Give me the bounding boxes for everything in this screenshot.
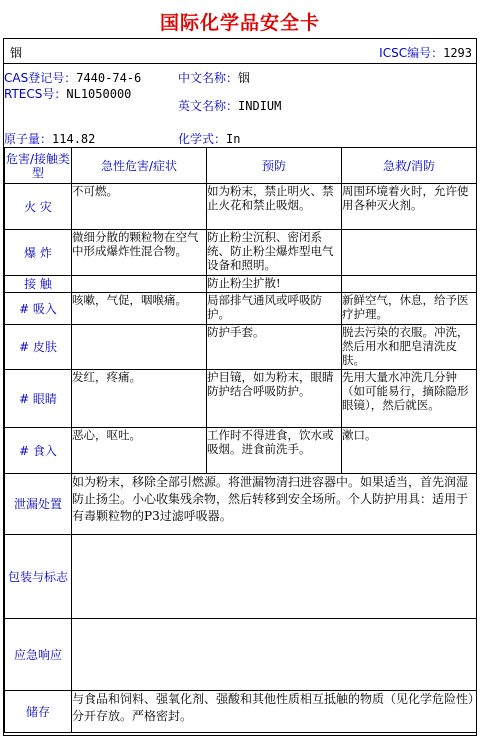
column-header: 急性危害/症状 bbox=[72, 148, 207, 184]
safety-card bbox=[3, 38, 477, 736]
hazard-cell: 发红，疼痛。 bbox=[72, 370, 207, 428]
formula-label: 化学式： bbox=[178, 132, 227, 146]
table-row bbox=[5, 370, 477, 428]
column-header: 预防 bbox=[207, 148, 342, 184]
first-aid-cell bbox=[342, 230, 477, 276]
icsc-value: 1293 bbox=[443, 46, 472, 60]
first-aid-cell bbox=[342, 276, 477, 293]
section-label: 包装与标志 bbox=[5, 535, 72, 619]
cas-value: 7440-74-6 bbox=[76, 71, 142, 85]
cas-label: CAS登记号： bbox=[4, 71, 77, 85]
cn-name-label: 中文名称： bbox=[178, 71, 239, 85]
section-text: 如为粉末，移除全部引燃源。将泄漏物清扫进容器中。如果适当，首先润湿防止扬尘。小心收集残余物，然后转移到安全场所。个人防护用具：适用于有毒颗粒物的P3过滤呼吸器。 bbox=[72, 474, 477, 535]
table-row bbox=[5, 293, 477, 325]
english-name bbox=[178, 97, 281, 114]
hazard-table bbox=[4, 147, 477, 733]
prevention-cell: 工作时不得进食，饮水或吸烟。进食前洗手。 bbox=[207, 428, 342, 474]
column-header: 危害/接触类型 bbox=[5, 148, 72, 184]
header-divider bbox=[4, 63, 476, 64]
en-name-label: 英文名称： bbox=[178, 99, 239, 113]
atomic-weight bbox=[4, 130, 95, 147]
row-label: # 吸入 bbox=[5, 293, 72, 325]
first-aid-cell: 周围环境着火时，允许使用各种灭火剂。 bbox=[342, 184, 477, 230]
section-label: 储存 bbox=[5, 691, 72, 733]
prevention-cell: 护目镜，如为粉末，眼睛防护结合呼吸防护。 bbox=[207, 370, 342, 428]
row-label: 接 触 bbox=[5, 276, 72, 293]
row-label: 火 灾 bbox=[5, 184, 72, 230]
formula-value: In bbox=[226, 132, 241, 146]
mw-value: 114.82 bbox=[52, 132, 96, 146]
substance-name: 铟 bbox=[10, 46, 23, 60]
table-row bbox=[5, 428, 477, 474]
chemical-formula bbox=[178, 130, 240, 147]
prevention-cell: 如为粉末，禁止明火、禁止火花和禁止吸烟。 bbox=[207, 184, 342, 230]
hazard-cell: 咳嗽，气促，咽喉痛。 bbox=[72, 293, 207, 325]
section-text bbox=[72, 535, 477, 619]
en-name-value: INDIUM bbox=[238, 99, 282, 113]
hazard-cell bbox=[72, 276, 207, 293]
prevention-cell: 防护手套。 bbox=[207, 325, 342, 370]
first-aid-cell: 脱去污染的衣服。冲洗，然后用水和肥皂清洗皮肤。 bbox=[342, 325, 477, 370]
first-aid-cell: 先用大量水冲洗几分钟（如可能易行，摘除隐形眼镜），然后就医。 bbox=[342, 370, 477, 428]
row-label: 爆 炸 bbox=[5, 230, 72, 276]
table-row bbox=[5, 184, 477, 230]
section-row-emergency bbox=[5, 619, 477, 691]
hazard-cell bbox=[72, 325, 207, 370]
mw-label: 原子量： bbox=[4, 132, 53, 146]
column-header: 急救/消防 bbox=[342, 148, 477, 184]
chinese-name bbox=[178, 69, 250, 86]
section-text bbox=[72, 619, 477, 691]
rtecs-number bbox=[4, 85, 131, 102]
row-label: # 眼睛 bbox=[5, 370, 72, 428]
first-aid-cell: 漱口。 bbox=[342, 428, 477, 474]
page-title: 国际化学品安全卡 bbox=[159, 12, 320, 34]
table-row bbox=[5, 325, 477, 370]
cn-name-value: 铟 bbox=[238, 71, 251, 85]
table-header-row bbox=[5, 148, 477, 184]
row-label: # 皮肤 bbox=[5, 325, 72, 370]
hazard-cell: 恶心，呕吐。 bbox=[72, 428, 207, 474]
prevention-cell: 局部排气通风或呼吸防护。 bbox=[207, 293, 342, 325]
table-row bbox=[5, 276, 477, 293]
section-text: 与食品和饲料、强氧化剂、强酸和其他性质相互抵触的物质（见化学危险性）分开存放。严格密封。 bbox=[72, 691, 477, 733]
section-row-packaging bbox=[5, 535, 477, 619]
rtecs-value: NL1050000 bbox=[66, 87, 132, 101]
icsc-label: ICSC编号： bbox=[379, 46, 444, 60]
section-row-storage bbox=[5, 691, 477, 733]
row-label: # 食入 bbox=[5, 428, 72, 474]
section-label: 泄漏处置 bbox=[5, 474, 72, 535]
prevention-cell: 防止粉尘沉积、密闭系统、防止粉尘爆炸型电气设备和照明。 bbox=[207, 230, 342, 276]
cas-number bbox=[4, 69, 141, 86]
prevention-cell: 防止粉尘扩散! bbox=[207, 276, 342, 293]
section-row-spill bbox=[5, 474, 477, 535]
hazard-cell: 微细分散的颗粒物在空气中形成爆炸性混合物。 bbox=[72, 230, 207, 276]
section-label: 应急响应 bbox=[5, 619, 72, 691]
table-row bbox=[5, 230, 477, 276]
rtecs-label: RTECS号： bbox=[4, 87, 67, 101]
hazard-cell: 不可燃。 bbox=[72, 184, 207, 230]
icsc-number bbox=[379, 44, 472, 61]
first-aid-cell: 新鲜空气，休息，给予医疗护理。 bbox=[342, 293, 477, 325]
